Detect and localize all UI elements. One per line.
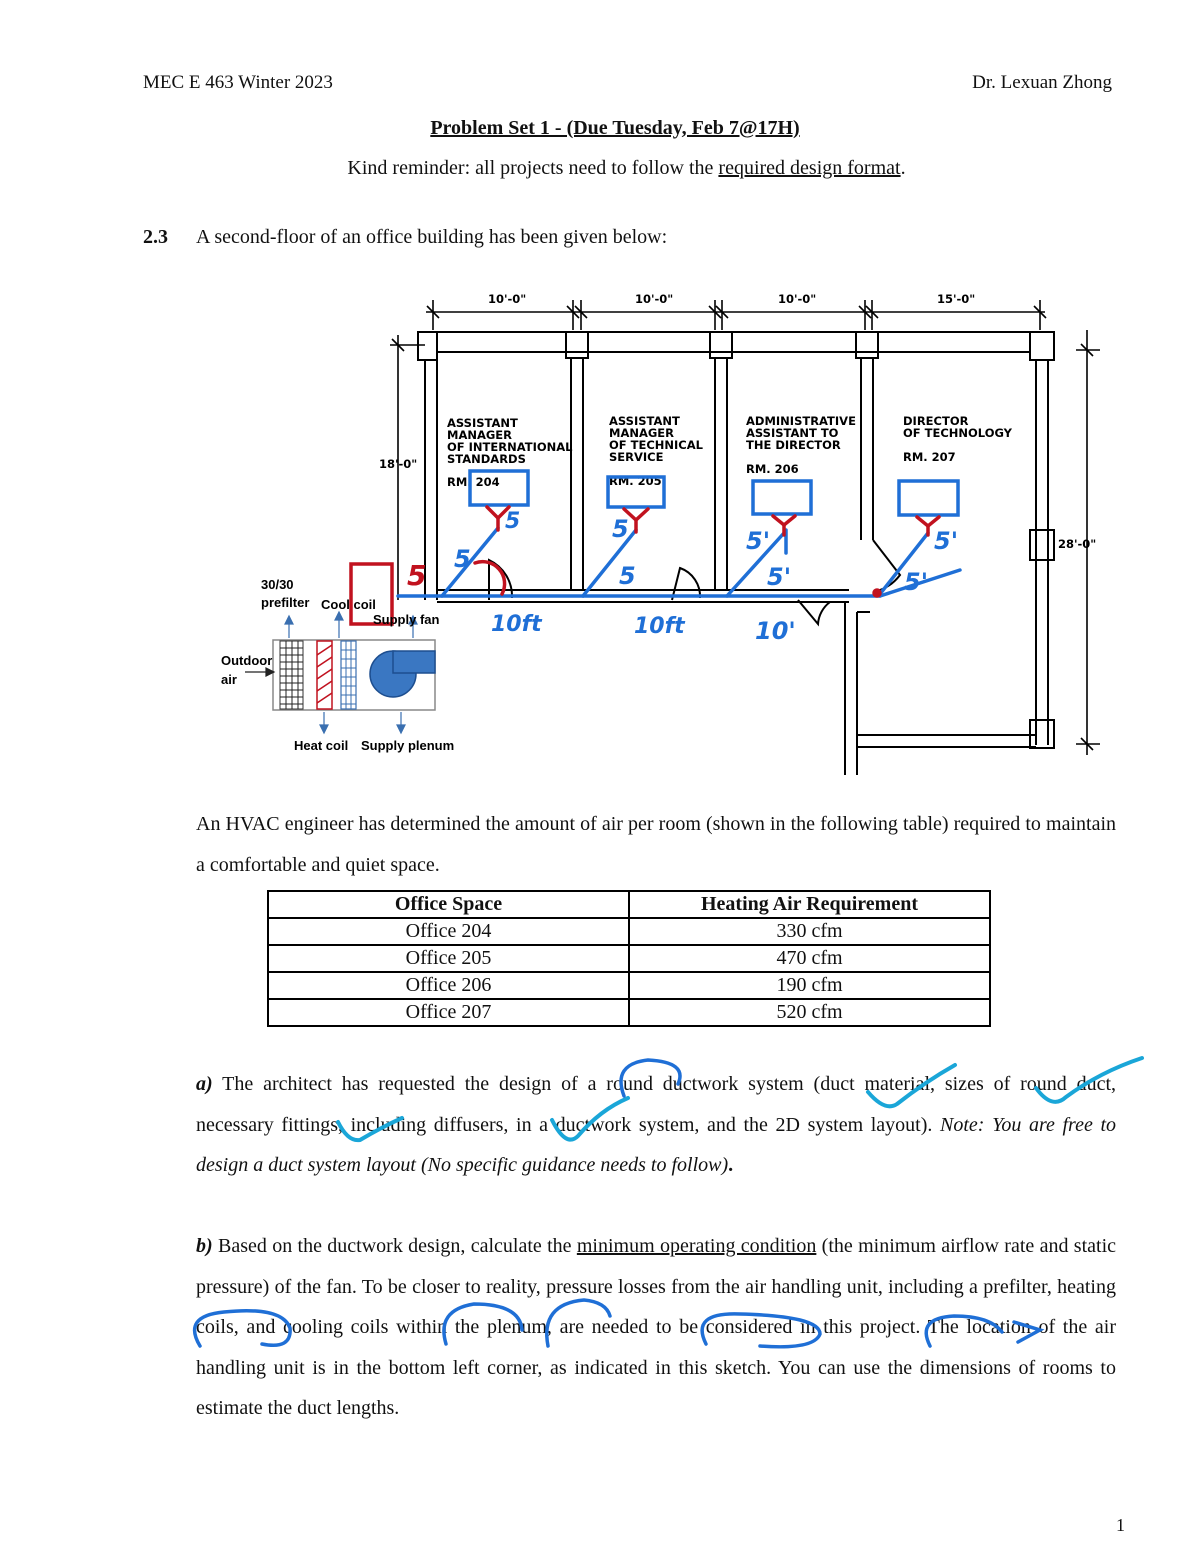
svg-text:OF TECHNICAL: OF TECHNICAL [609,438,703,452]
svg-text:SERVICE: SERVICE [609,450,664,464]
page-number: 1 [1116,1515,1125,1535]
dim-label-left: 18'-0" [379,457,418,471]
hand-b6: 5' [934,527,959,555]
reminder-prefix: Kind reminder: all projects need to follow the [347,157,719,179]
red-markings [351,507,939,624]
svg-text:ASSISTANT: ASSISTANT [447,416,518,430]
svg-text:THE DIRECTOR: THE DIRECTOR [746,438,841,452]
room-label-206 [746,414,856,476]
dim-label-right: 28'-0" [1058,537,1097,551]
part-a [196,1064,1116,1186]
blue-duct-layout [398,471,960,596]
svg-text:MANAGER: MANAGER [447,428,513,442]
air-handling-unit [221,577,454,753]
col-office-space: Office Space [268,891,629,918]
cell-cfm: 470 cfm [629,945,990,972]
required-design-format-link[interactable]: required design format [718,157,901,179]
hand-len-3: 10' [755,617,796,645]
table-header-row [268,891,990,918]
outdoor-air-label-2: air [221,672,237,687]
part-b-label: b) [196,1235,213,1257]
hand-b2: 5 [505,509,521,534]
table-row [268,972,990,999]
cell-office: Office 207 [268,999,629,1026]
hand-b4: 5' [746,527,771,555]
svg-text:OF INTERNATIONAL: OF INTERNATIONAL [447,440,573,454]
problem-set-title: Problem Set 1 - (Due Tuesday, Feb 7@17H) [430,117,800,139]
part-b-text-1: Based on the ductwork design, calculate the [212,1235,577,1257]
cell-cfm: 190 cfm [629,972,990,999]
intro-text: An HVAC engineer has determined the amount of air per room (shown in the following table) required to maintain a comfortable and quiet space. [196,813,1116,876]
table-row [268,945,990,972]
cell-office: Office 205 [268,945,629,972]
course-header: MEC E 463 Winter 2023 [143,72,333,93]
hand-b1: 5 [454,545,471,573]
heat-coil-label: Heat coil [294,738,349,753]
outdoor-air-label-1: Outdoor [221,653,273,668]
reminder-suffix: . [900,157,906,179]
prefilter-label-2: prefilter [261,595,310,610]
part-b-text-2: (the minimum airflow rate and static pressure) of the fan. To be closer to reality, pressure losses from the air handling unit, including a prefilter, heating coils, and cooling coils within the plenum, are needed to be considered in this project. The location of the air handling unit is in the bottom left corner, as indicated in this sketch. You can use the dimensions of rooms to estimate the duct lengths. [196,1235,1117,1419]
svg-text:RM. 204: RM. 204 [447,475,500,489]
cell-office: Office 204 [268,918,629,945]
svg-text:ASSISTANT TO: ASSISTANT TO [746,426,839,440]
table-row [268,918,990,945]
hand-red-5: 5 [407,559,427,592]
room-label-204 [447,416,573,489]
min-operating-condition: minimum operating condition [576,1235,817,1257]
svg-text:STANDARDS: STANDARDS [447,452,526,466]
svg-text:RM. 206: RM. 206 [746,462,799,476]
walls [418,332,1054,775]
supply-fan-label: Supply fan [373,612,440,627]
svg-text:RM. 207: RM. 207 [903,450,956,464]
question-number: 2.3 [143,226,168,248]
question-text: A second-floor of an office building has been given below: [196,226,668,248]
col-heating-air: Heating Air Requirement [629,891,990,918]
svg-text:DIRECTOR: DIRECTOR [903,414,969,428]
dim-label-3: 10'-0" [778,292,817,306]
cell-cfm: 330 cfm [629,918,990,945]
instructor-header: Dr. Lexuan Zhong [972,72,1112,93]
intro-paragraph [196,804,1116,885]
cell-cfm: 520 cfm [629,999,990,1026]
part-a-note: Note: You are free to design a duct system layout (No specific guidance needs to follow) [196,1113,1117,1176]
svg-text:ASSISTANT: ASSISTANT [609,414,680,428]
prefilter-label-1: 30/30 [261,577,294,592]
table-row [268,999,990,1026]
part-b [196,1226,1116,1429]
svg-text:RM. 205: RM. 205 [609,474,662,488]
hand-b-5: 5 [619,562,636,590]
svg-text:OF TECHNOLOGY: OF TECHNOLOGY [903,426,1013,440]
supply-plenum-label: Supply plenum [361,738,455,753]
part-a-label: a) [196,1073,213,1095]
part-a-note-end: . [728,1154,734,1176]
hand-b7: 5' [904,568,929,596]
dim-label-4: 15'-0" [937,292,976,306]
hand-len-2: 10ft [634,614,685,639]
part-a-text: The architect has requested the design of a round ductwork system (duct material, sizes of round duct, necessary fittings, including diffusers, in a ductwork system, and the 2D system layout). [196,1073,1116,1136]
cool-coil-label: Cool coil [321,597,376,612]
dim-label-1: 10'-0" [488,292,527,306]
room-label-207 [903,414,1013,464]
svg-text:ADMINISTRATIVE: ADMINISTRATIVE [746,414,856,428]
svg-text:MANAGER: MANAGER [609,426,675,440]
hand-b5: 5' [767,563,792,591]
air-requirement-table [267,890,991,1027]
hand-len-1: 10ft [491,612,542,637]
dim-label-2: 10'-0" [635,292,674,306]
hand-b3: 5 [612,515,629,543]
cell-office: Office 206 [268,972,629,999]
